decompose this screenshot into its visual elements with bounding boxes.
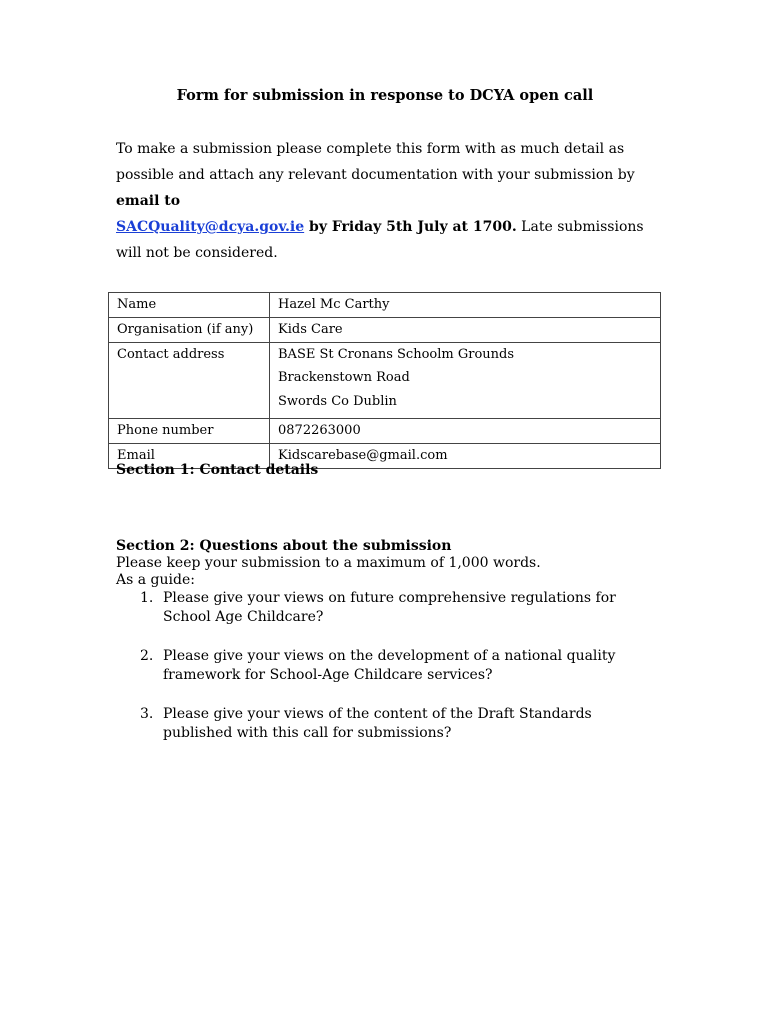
email-label: Email <box>109 444 270 469</box>
organisation-value: Kids Care <box>270 318 661 343</box>
organisation-label: Organisation (if any) <box>109 318 270 343</box>
contact-address-label: Contact address <box>109 343 270 419</box>
contact-address-value <box>270 343 661 419</box>
section-2 <box>116 538 661 763</box>
question-text: Please give your views of the content of the Draft Standards published with this call for submissions? <box>163 706 592 741</box>
list-item <box>116 647 661 685</box>
table-row <box>109 318 661 343</box>
name-label: Name <box>109 293 270 318</box>
intro-deadline: by Friday 5th July at 1700. <box>304 219 517 235</box>
email-value: Kidscarebase@gmail.com <box>270 444 661 469</box>
intro-text: To make a submission please complete this form with as much detail as possible and attach any relevant documentation with your submission by <box>116 141 635 183</box>
intro-paragraph <box>116 136 661 266</box>
name-value: Hazel Mc Carthy <box>270 293 661 318</box>
question-number: 3. <box>140 706 154 722</box>
question-number: 1. <box>140 590 154 606</box>
question-text: Please give your views on future comprehensive regulations for School Age Childcare? <box>163 590 616 625</box>
intro-bold-email-to: email to <box>116 193 181 209</box>
section-1-heading: Section 1: Contact details <box>116 462 319 478</box>
questions-list <box>116 589 661 743</box>
table-row <box>109 419 661 444</box>
document-title: Form for submission in response to DCYA open call <box>176 87 594 104</box>
address-line-1: BASE St Cronans Schoolm Grounds <box>278 347 515 362</box>
intro-late-note: Late submissions will not be considered. <box>116 219 644 261</box>
word-limit-note: Please keep your submission to a maximum of 1,000 words. <box>116 555 541 571</box>
list-item <box>116 705 661 743</box>
section-2-heading: Section 2: Questions about the submission <box>116 538 452 554</box>
phone-label: Phone number <box>109 419 270 444</box>
contact-details-table <box>108 292 661 469</box>
guide-label: As a guide: <box>116 572 195 588</box>
submission-email-link[interactable]: SACQuality@dcya.gov.ie <box>116 219 305 235</box>
question-text: Please give your views on the development of a national quality framework for School-Age Childcare services? <box>163 648 616 683</box>
address-line-2: Brackenstown Road <box>278 370 410 385</box>
table-row <box>109 293 661 318</box>
list-item <box>116 589 661 627</box>
question-number: 2. <box>140 648 154 664</box>
address-line-3: Swords Co Dublin <box>278 394 397 409</box>
phone-value: 0872263000 <box>270 419 661 444</box>
table-row <box>109 343 661 419</box>
